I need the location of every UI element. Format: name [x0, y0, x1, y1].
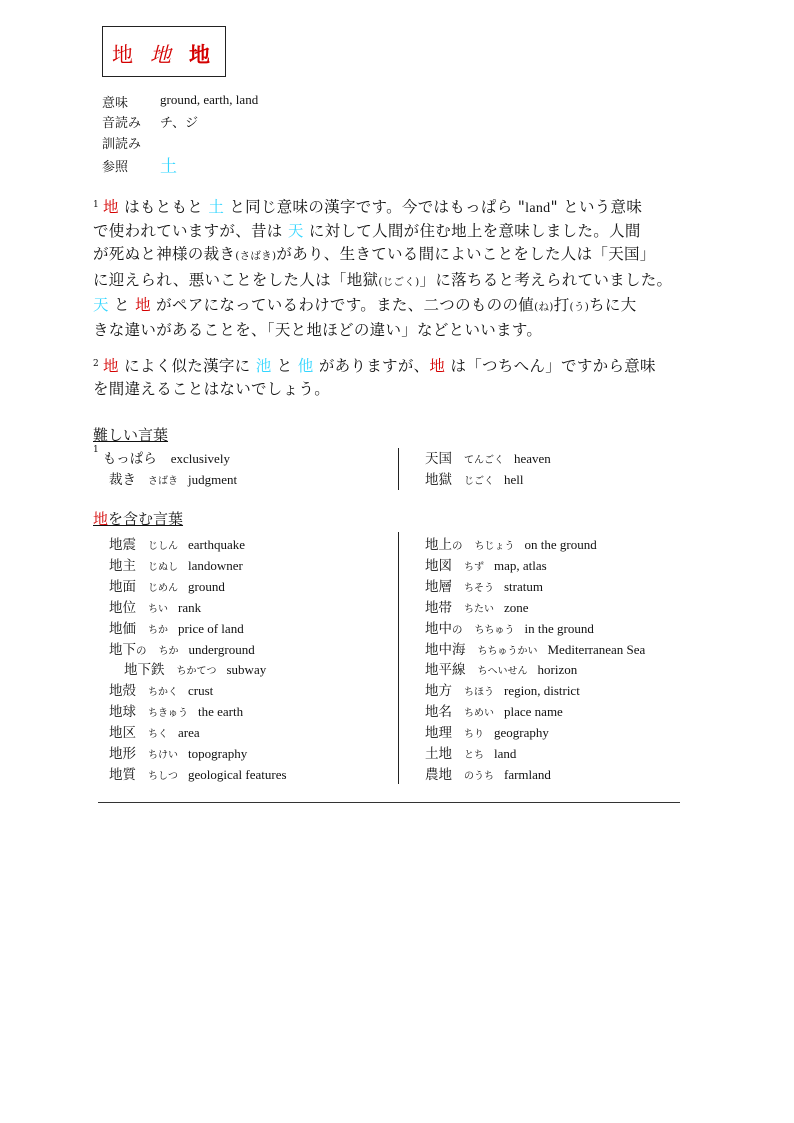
compound-word: 地図 — [425, 557, 452, 574]
compound-word: 地区 — [109, 725, 136, 742]
compound-word: 地理 — [425, 725, 452, 742]
note-1-line-4 — [93, 269, 705, 294]
compound-row — [425, 700, 563, 721]
compound-reading: ちり — [464, 729, 484, 741]
vocab-row — [425, 468, 524, 489]
compound-suffix: の — [452, 540, 463, 552]
compound-suffix: の — [452, 623, 463, 636]
text: 」に落ちると考えられていました。 — [419, 270, 673, 289]
note-1-paragraph — [93, 196, 705, 342]
on-reading-value: チ、ジ — [160, 115, 199, 130]
vocab-english: exclusively — [170, 451, 230, 466]
kanji-display-box — [102, 26, 226, 77]
compound-word: 地下鉄 — [124, 662, 165, 679]
compound-reading: ちきゅう — [148, 708, 188, 720]
reference-label: 参照 — [102, 160, 129, 175]
compound-word: 地上 — [425, 537, 452, 553]
compound-english: in the ground — [524, 620, 594, 636]
furigana: (う) — [569, 300, 590, 313]
compound-row — [425, 679, 580, 700]
compound-word: 地質 — [109, 766, 136, 783]
vocab-english: heaven — [514, 451, 551, 466]
compound-english: land — [494, 746, 517, 761]
footnote-number: 1 — [93, 445, 99, 455]
difficult-words-heading: 難しい言葉 — [93, 426, 169, 444]
text: と — [271, 357, 298, 375]
vocab-word: 天国 — [425, 451, 452, 467]
compound-english: geography — [494, 725, 549, 741]
compound-word: 地中 — [425, 620, 452, 637]
compound-reading: ちちゅう — [474, 624, 515, 636]
kanji-ref: 天 — [93, 295, 109, 314]
compound-english: Mediterranean Sea — [547, 641, 646, 657]
note-2-line-1 — [93, 355, 705, 378]
compound-english: map, atlas — [494, 557, 547, 573]
note-1-line-2 — [93, 220, 705, 243]
compound-row — [425, 638, 645, 659]
text: は「つちへん」ですから意味 — [445, 357, 656, 375]
text: と同じ意味の漢字です。今ではもっぱら " — [224, 198, 526, 216]
text: と — [108, 295, 136, 314]
text: 打 — [553, 295, 570, 314]
compound-row — [425, 763, 551, 784]
column-divider — [398, 532, 399, 784]
compound-reading: ちか — [158, 645, 179, 657]
vocab-word: 地獄 — [425, 472, 452, 488]
compound-english: horizon — [537, 662, 578, 678]
compound-word: 地面 — [109, 578, 136, 595]
kanji-ref: 土 — [208, 198, 225, 216]
compound-row — [109, 575, 225, 596]
compound-english: stratum — [504, 578, 543, 594]
compound-row — [425, 721, 549, 742]
compound-english: ground — [188, 578, 225, 594]
compound-suffix: の — [136, 644, 147, 657]
compound-word: 地球 — [109, 704, 136, 721]
compound-word: 土地 — [425, 746, 452, 762]
kun-reading-label: 訓読み — [102, 137, 142, 152]
furigana: (じごく) — [378, 275, 420, 288]
compound-word: 地層 — [425, 578, 452, 595]
compound-english: topography — [188, 746, 248, 761]
kanji-ref: 池 — [255, 357, 272, 375]
compound-english: price of land — [178, 620, 244, 636]
on-reading-label: 音読み — [102, 116, 142, 131]
text: に迎えられ、悪いことをした人は「地獄 — [93, 270, 379, 289]
note-1-number: 1 — [93, 200, 100, 210]
kanji-serif: 地 — [189, 42, 210, 67]
compound-word: 地下 — [109, 641, 136, 658]
compound-word: 地名 — [425, 704, 452, 721]
note-1-line-1 — [93, 196, 705, 220]
kanji-brush: 地 — [150, 43, 171, 67]
compound-reading: ちかく — [148, 687, 178, 699]
compound-english: geological features — [188, 766, 287, 782]
compound-word: 地主 — [109, 557, 136, 574]
compound-reading: ちず — [464, 561, 484, 573]
text: によく似た漢字に — [118, 357, 256, 375]
compound-reading: ちしつ — [148, 770, 178, 782]
compound-english: area — [178, 725, 200, 741]
compound-reading: ちそう — [464, 582, 494, 594]
compound-english: earthquake — [188, 537, 246, 552]
compound-word: 地中海 — [425, 641, 466, 658]
kanji-sans: 地 — [112, 43, 133, 67]
compound-english: place name — [504, 704, 563, 720]
compound-row — [425, 658, 577, 679]
compound-english: subway — [226, 662, 267, 678]
vocab-english: hell — [504, 472, 524, 487]
compound-row — [109, 596, 201, 617]
compound-word: 地平線 — [425, 662, 466, 679]
text: があり、生きている間によいことをした人は「天国」 — [276, 245, 656, 264]
compound-reading: じぬし — [148, 561, 178, 573]
compound-word: 農地 — [425, 766, 452, 783]
compound-word: 地方 — [425, 683, 452, 700]
compound-word: 地帯 — [425, 599, 452, 616]
compound-word: 地殻 — [109, 683, 136, 700]
kanji-ref: 地 — [429, 357, 446, 375]
compound-reading: じめん — [148, 582, 178, 594]
kanji-ref: 地 — [103, 198, 119, 216]
vocab-reading: じごく — [464, 476, 494, 487]
compound-reading: ちへいせん — [477, 666, 528, 678]
compound-row — [109, 617, 244, 638]
compound-reading: ちじょう — [474, 541, 515, 552]
compound-row — [109, 721, 200, 742]
compound-word: 地価 — [109, 620, 136, 637]
containing-words-heading — [93, 508, 183, 529]
text: で使われていますが、昔は — [93, 222, 288, 241]
compound-row — [109, 533, 245, 554]
compound-english: the earth — [198, 704, 244, 720]
compound-reading: じしん — [148, 541, 178, 552]
compound-row — [425, 533, 597, 554]
kanji-ref: 他 — [297, 357, 314, 375]
compound-row — [109, 554, 243, 575]
compound-english: on the ground — [524, 537, 597, 552]
note-1-line-5 — [93, 294, 705, 319]
compound-word: 地形 — [109, 746, 136, 762]
text: がペアになっているわけです。また、二つのものの値 — [150, 295, 535, 314]
compound-word: 地位 — [109, 599, 136, 616]
text: ちに大 — [589, 295, 637, 314]
compound-reading: とち — [464, 750, 484, 761]
meaning-value: ground, earth, land — [160, 92, 259, 107]
vocab-row — [425, 447, 551, 468]
heading-text: を含む言葉 — [108, 510, 184, 528]
vocab-row — [109, 468, 237, 489]
compound-english: landowner — [188, 557, 243, 573]
compound-row — [109, 638, 255, 659]
compound-reading: ちく — [148, 729, 168, 741]
compound-english: zone — [504, 599, 529, 615]
compound-english: rank — [178, 599, 202, 615]
compound-english: farmland — [504, 766, 551, 782]
kanji-ref: 地 — [103, 357, 119, 375]
vocab-word: もっぱら — [102, 451, 157, 467]
note-1-line-3 — [93, 243, 705, 268]
kanji-ref: 地 — [135, 295, 151, 314]
compound-row — [109, 742, 247, 763]
compound-row — [425, 575, 543, 596]
compound-english: crust — [188, 683, 214, 699]
bottom-rule — [98, 802, 680, 803]
compound-row — [425, 554, 547, 575]
text: を間違えることはないでしょう。 — [93, 380, 331, 399]
compound-reading: ちけい — [148, 750, 178, 761]
compound-reading: ちちゅうかい — [477, 645, 538, 657]
vocab-reading: さばき — [148, 476, 178, 487]
compound-reading: ちかてつ — [176, 666, 217, 678]
vocab-reading: てんごく — [464, 455, 504, 466]
compound-row — [109, 763, 287, 784]
compound-reading: のうち — [464, 770, 494, 782]
compound-row — [109, 700, 243, 721]
compound-reading: ちか — [148, 624, 168, 636]
compound-row — [109, 679, 213, 700]
kanji-ref: 天 — [287, 222, 304, 241]
text: " という意味 — [550, 198, 643, 216]
meaning-label: 意味 — [102, 96, 129, 111]
vocab-word: 裁き — [109, 472, 136, 488]
vocab-english: judgment — [188, 472, 238, 487]
reference-kanji: 土 — [160, 157, 177, 176]
note-2-paragraph — [93, 355, 705, 401]
compound-english: underground — [188, 641, 255, 657]
compound-reading: ちほう — [464, 687, 494, 699]
compound-word: 地震 — [109, 537, 136, 553]
note-2-line-2 — [93, 378, 705, 401]
vocab-row — [93, 447, 230, 468]
furigana: (さばき) — [235, 250, 277, 263]
compound-reading: ちい — [148, 603, 168, 615]
note-1-line-6 — [93, 319, 705, 342]
compound-row — [425, 596, 529, 617]
text: きな違いがあることを、「天と地ほどの違い」などといいます。 — [93, 321, 543, 340]
column-divider — [398, 448, 399, 490]
heading-kanji: 地 — [93, 510, 109, 528]
compound-english: region, district — [504, 683, 580, 699]
compound-row — [425, 742, 516, 763]
english-word: land — [525, 201, 551, 216]
furigana: (ね) — [534, 300, 554, 313]
text: はもともと — [118, 198, 209, 216]
compound-reading: ちめい — [464, 708, 494, 720]
text: に対して人間が住む地上を意味しました。人間 — [303, 222, 641, 241]
text: がありますが、 — [313, 357, 430, 375]
text: が死ぬと神様の裁き — [93, 245, 236, 264]
compound-row — [425, 617, 594, 638]
compound-row — [124, 658, 266, 679]
note-2-number: 2 — [93, 359, 100, 369]
compound-reading: ちたい — [464, 603, 494, 615]
